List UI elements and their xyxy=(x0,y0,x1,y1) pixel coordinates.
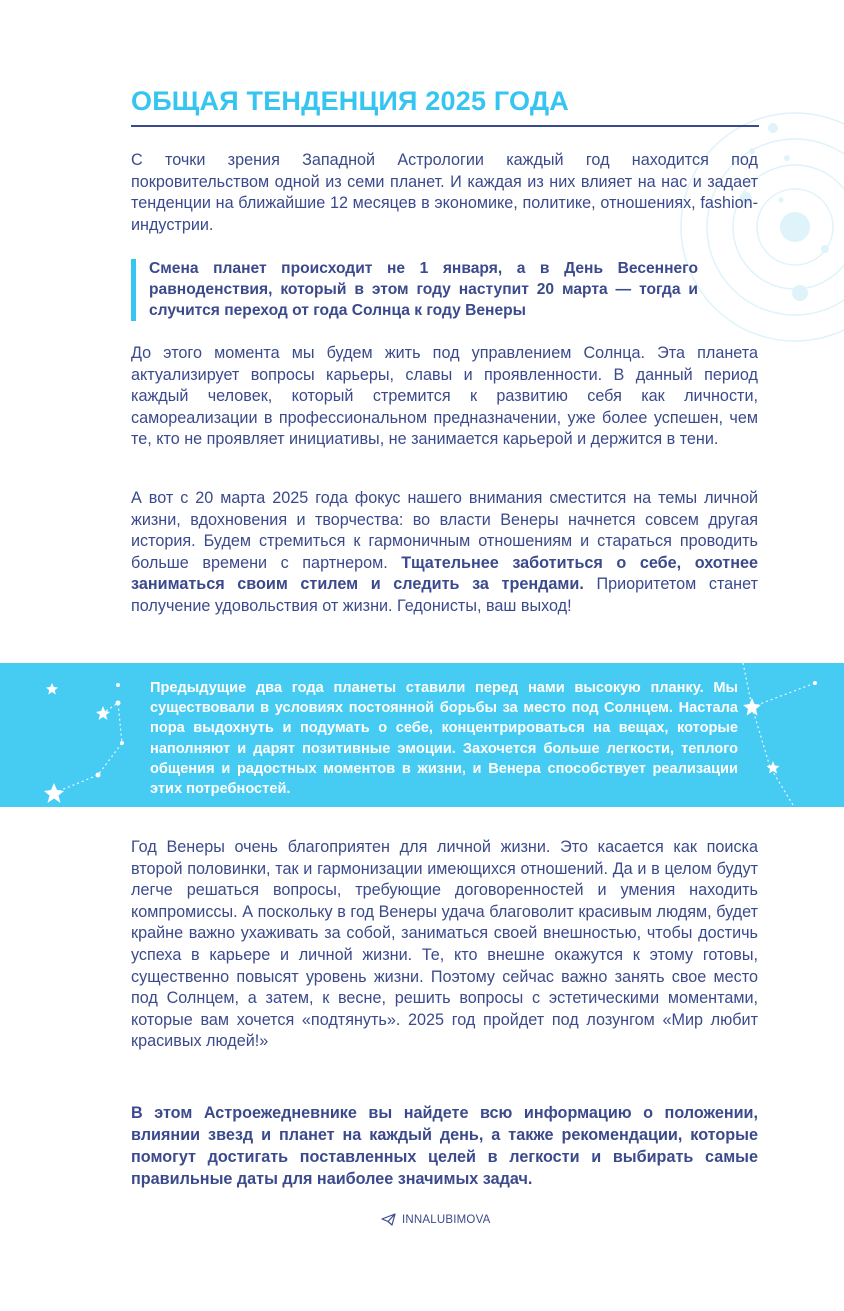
closing-paragraph: В этом Астроежедневнике вы найдете всю информацию о положении, влиянии звезд и планет на каждый день, а также рекомендации, которые помогут достигать поставленных целей в легкости и выбирать самые правильные даты для наиболее значимых задач. xyxy=(131,1104,758,1188)
venus-paragraph-text: А вот с 20 марта 2025 года фокус нашего внимания сместится на темы личной жизни, вдохновения и творчества: во власти Венеры начнется совсем другая история. Будем стремиться к гармоничным отношениям и стараться проводить больше времени с партнером. xyxy=(131,489,758,572)
highlight-band xyxy=(0,663,844,807)
intro-paragraph: С точки зрения Западной Астрологии каждый год находится под покровительством одной из семи планет. И каждая из них влияет на нас и задает тенденции на ближайшие 12 месяцев в экономике, политике, отношениях, fashion-индустрии. xyxy=(131,151,758,234)
venus-paragraph-end: Приоритетом станет получение удовольствия от жизни. Гедонисты, ваш выход! xyxy=(131,575,758,615)
sun-paragraph: До этого момента мы будем жить под управлением Солнца. Эта планета актуализирует вопросы карьеры, славы и проявленности. В данный период каждый человек, который стремится к развитию себя как личности, самореализации в профессиональном предназначении, уже более успешен, чем те, кто не проявляет инициативы, не занимается карьерой и держится в тени. xyxy=(131,344,758,449)
title-divider xyxy=(131,125,759,127)
page-title: ОБЩАЯ ТЕНДЕНЦИЯ 2025 ГОДА xyxy=(131,86,570,116)
footer-handle-text: INNALUBIMOVA xyxy=(402,1213,491,1226)
venus-paragraph xyxy=(131,488,758,618)
quote-text: Смена планет происходит не 1 января, а в День Весеннего равноденствия, который в этом году наступит 20 марта — тогда и случится переход от года Солнца к году Венеры xyxy=(149,260,698,319)
quote-bar xyxy=(131,259,136,321)
highlight-text: Предыдущие два года планеты ставили перед нами высокую планку. Мы существовали в условиях постоянной борьбы за место под Солнцем. Настала пора выдохнуть и подумать о себе, концентрироваться на вещах, которые наполняют и дарят позитивные эмоции. Захочется больше легкости, теплого общения и радостных моментов в жизни, и Венера способствует реализации этих потребностей. xyxy=(150,680,738,798)
venus-year-paragraph: Год Венеры очень благоприятен для личной жизни. Это касается как поиска второй половинки, так и гармонизации имеющихся отношений. Да и в целом будут легче решаться вопросы, требующие договоренностей и умения находить компромиссы. А поскольку в год Венеры удача благоволит красивым людям, будет крайне важно ухаживать за собой, заниматься своей внешностью, чтобы достичь успеха в карьере и личной жизни. Те, кто внешне окажутся к этому готовы, существенно повысят уровень жизни. Поэтому сейчас важно занять свое место под Солнцем, а затем, к весне, решить вопросы с эстетическими моментами, которые вам хочется «подтянуть». 2025 год пройдет под лозунгом «Мир любит красивых людей!» xyxy=(131,838,758,1051)
telegram-icon xyxy=(381,1213,396,1226)
footer-handle[interactable] xyxy=(381,1213,490,1226)
venus-paragraph-bold: Тщательнее заботиться о себе, охотнее заниматься своим стилем и следить за трендами. xyxy=(131,553,759,594)
quote-block xyxy=(131,259,758,321)
